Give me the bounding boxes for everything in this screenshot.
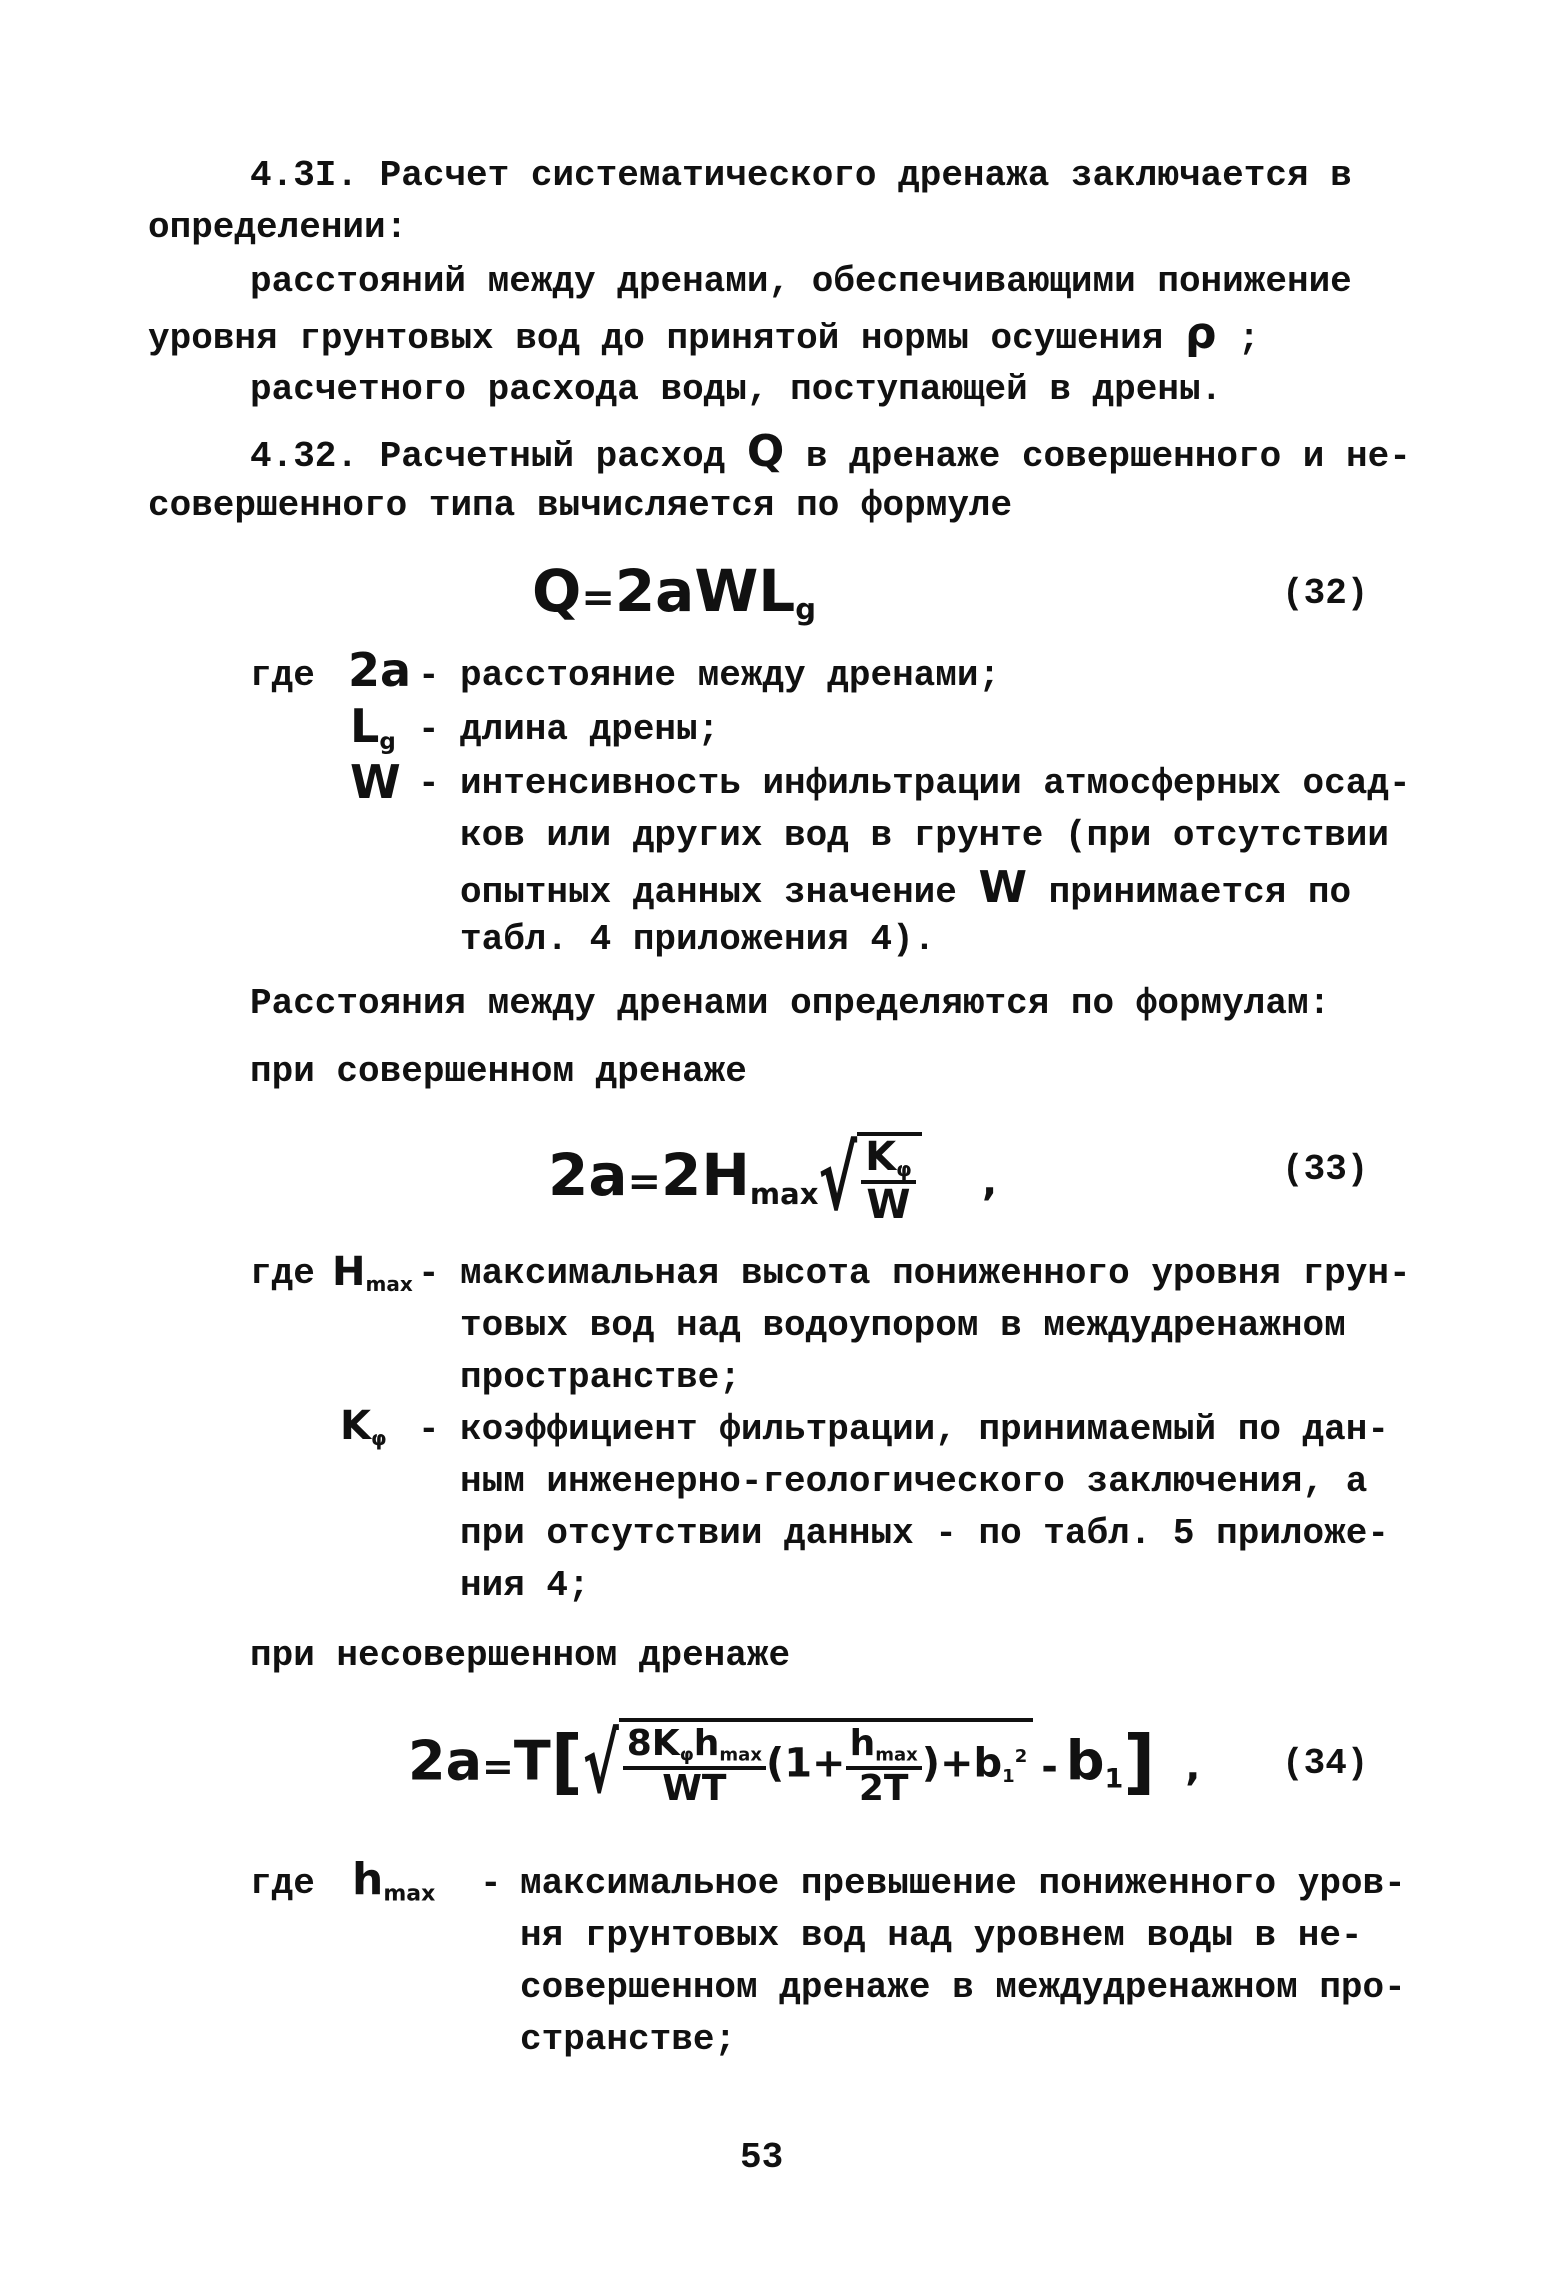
where32-dash-2: - [418, 709, 440, 750]
where33-intro: где [250, 1253, 315, 1294]
where33-def-kf-line3: при отсутствии данных - по табл. 5 приложе- [460, 1513, 1389, 1554]
para-4-32-line2: совершенного типа вычисляется по формуле [148, 485, 1013, 526]
where33-symbol-kf: $K_\varphi$ [340, 1403, 387, 1450]
equation-32-number: (32) [1282, 573, 1369, 614]
where34-def-line1: максимальное превышение пониженного уров- [520, 1863, 1406, 1904]
item-distances-end: ; [1238, 318, 1260, 359]
equation-34: 2a=T[√ $\frac{8K_\varphi h_{max}}{WT}$ (1+ $\frac{h_{max}}{2T}$ )$+b_1^2 - b_1$] , [408, 1716, 1201, 1812]
equation-33: $2a=2H_{max}√$ $\frac{K_\varphi}{W}$ , [548, 1128, 998, 1230]
where34-symbol-hmax: $h_{max}$ [352, 1854, 436, 1907]
where32-def-w-line1: интенсивность инфильтрации атмосферных осад- [460, 763, 1411, 804]
inline-w-symbol: W [978, 862, 1028, 913]
eq32-rhs: 2aWL [614, 557, 796, 625]
perfect-drainage-intro: при совершенном дренаже [250, 1051, 747, 1092]
rho-symbol: ρ [1184, 308, 1217, 359]
where32-def-w-line4: табл. 4 приложения 4). [460, 919, 936, 960]
imperfect-drainage-intro: при несовершенном дренаже [250, 1635, 791, 1676]
where33-dash-2: - [418, 1409, 440, 1450]
page-number: 53 [740, 2137, 784, 2178]
item-distances-line2 [148, 308, 1260, 361]
where33-def-kf-line4: ния 4; [460, 1565, 590, 1606]
where33-def-hmax-line3: пространстве; [460, 1357, 741, 1398]
where32-def-w-line2: ков или других вод в грунте (при отсутствии [460, 815, 1389, 856]
para-4-32-end: в дренаже совершенного и не- [805, 436, 1411, 477]
where32-def-w-line3: опытных данных значение W принимается по [460, 862, 1352, 913]
where32-def-2a: расстояние между дренами; [460, 655, 1001, 696]
where33-def-kf-line2: ным инженерно-геологического заключения, а [460, 1461, 1368, 1502]
equation-32 [532, 556, 816, 645]
where34-dash: - [480, 1863, 502, 1904]
item-distances-text: уровня грунтовых вод до принятой нормы осушения [148, 318, 1164, 359]
eq32-equals: = [581, 575, 615, 621]
where32-symbol-w: W [350, 755, 401, 809]
item-distances-line1: расстояний между дренами, обеспечивающими понижение [250, 261, 1352, 302]
eq32-rhs-sub: g [795, 592, 817, 627]
para-4-32-start: 4.32. Расчетный расход [250, 436, 726, 477]
where33-dash-1: - [418, 1253, 440, 1294]
where33-def-hmax-line1: максимальная высота пониженного уровня грун- [460, 1253, 1411, 1294]
para-4-31-line1: 4.3I. Расчет систематического дренажа заключается в [250, 155, 1352, 196]
where32-def-lg: длина дрены; [460, 709, 720, 750]
where32-dash-1: - [418, 655, 440, 696]
para-4-32-line1 [250, 426, 1411, 479]
where32-symbol-2a: 2a [348, 643, 412, 697]
where32-dash-3: - [418, 763, 440, 804]
item-flow: расчетного расхода воды, поступающей в дрены. [250, 369, 1223, 410]
distances-intro: Расстояния между дренами определяются по формулам: [250, 983, 1331, 1024]
where34-intro: где [250, 1863, 315, 1904]
where34-def-line2: ня грунтовых вод над уровнем воды в не- [520, 1915, 1363, 1956]
where33-def-hmax-line2: товых вод над водоупором в междудренажном [460, 1305, 1346, 1346]
para-4-31-line2: определении: [148, 207, 408, 248]
where34-def-line3: совершенном дренаже в междудренажном про- [520, 1967, 1406, 2008]
q-symbol: Q [746, 426, 785, 477]
where33-symbol-hmax: $H_{max}$ [332, 1249, 413, 1296]
equation-34-number: (34) [1282, 1743, 1369, 1784]
where32-symbol-lg: $L_g$ [350, 699, 396, 755]
where32-intro: где [250, 655, 315, 696]
where34-def-line4: странстве; [520, 2019, 737, 2060]
where33-def-kf-line1: коэффициент фильтрации, принимаемый по дан- [460, 1409, 1389, 1450]
eq32-lhs: Q [532, 557, 582, 625]
equation-33-number: (33) [1282, 1149, 1369, 1190]
